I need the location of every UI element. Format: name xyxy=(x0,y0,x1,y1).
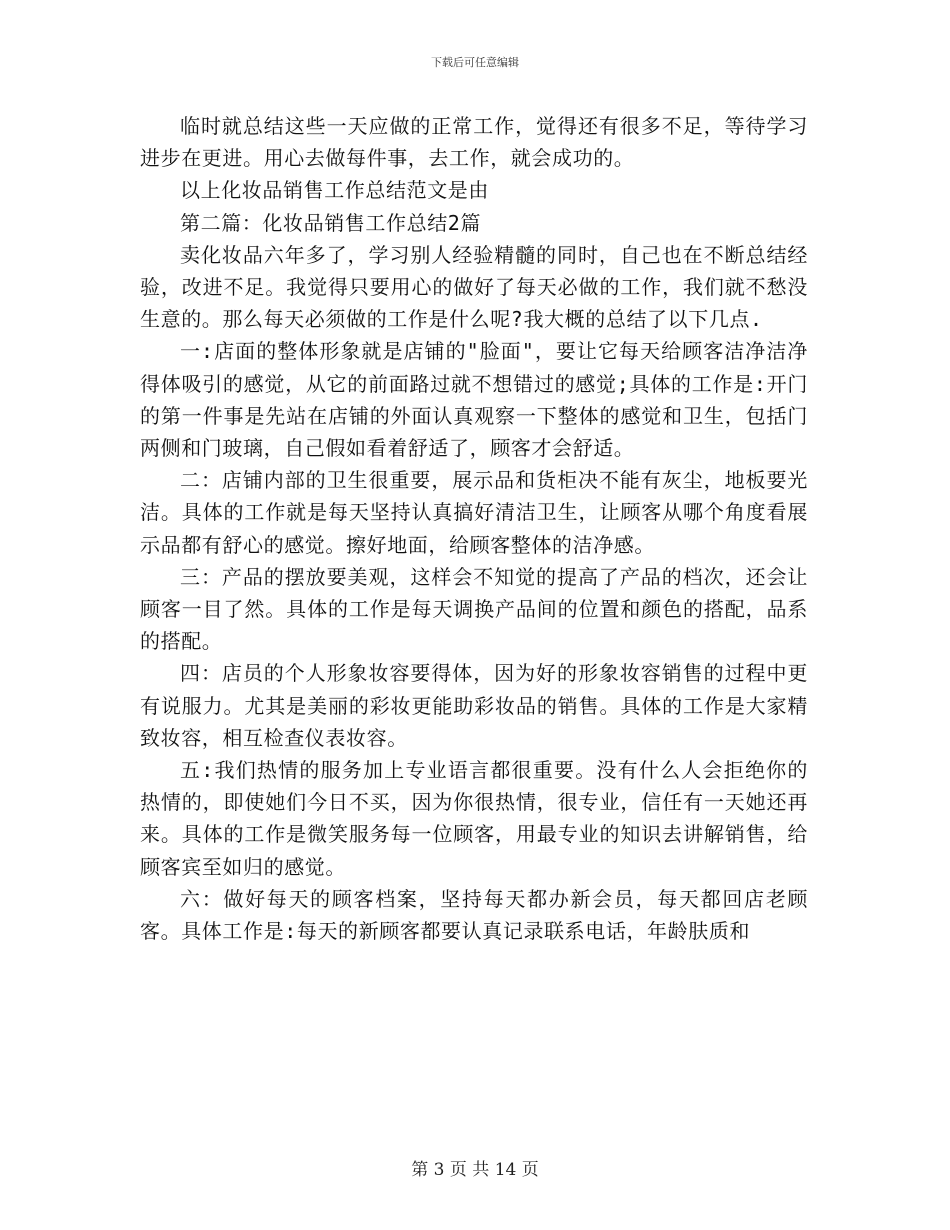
document-body xyxy=(140,110,808,947)
paragraph: 临时就总结这些一天应做的正常工作，觉得还有很多不足，等待学习进步在更进。用心去做每件事，去工作，就会成功的。 xyxy=(140,114,808,171)
paragraph: 二：店铺内部的卫生很重要，展示品和货柜决不能有灰尘，地板要光洁。具体的工作就是每天坚持认真搞好清洁卫生，让顾客从哪个角度看展示品都有舒心的感觉。擦好地面，给顾客整体的洁净感。 xyxy=(140,468,808,557)
paragraph: 三：产品的摆放要美观，这样会不知觉的提高了产品的档次，还会让顾客一目了然。具体的工作是每天调换产品间的位置和颜色的搭配，品系的搭配。 xyxy=(140,564,808,654)
paragraph: 一:店面的整体形象就是店铺的"脸面"，要让它每天给顾客洁净洁净得体吸引的感觉，从它的前面路过就不想错过的感觉;具体的工作是:开门的第一件事是先站在店铺的外面认真观察一下整体的感觉和卫生，包括门两侧和门玻璃，自己假如看着舒适了，顾客才会舒适。 xyxy=(140,339,808,461)
paragraph: 卖化妆品六年多了，学习别人经验精髓的同时，自己也在不断总结经验，改进不足。我觉得只要用心的做好了每天必做的工作，我们就不愁没生意的。那么每天必须做的工作是什么呢?我大概的总结了以下几点. xyxy=(140,242,808,332)
paragraph: 五:我们热情的服务加上专业语言都很重要。没有什么人会拒绝你的热情的，即使她们今日不买，因为你很热情，很专业，信任有一天她还再来。具体的工作是微笑服务每一位顾客，用最专业的知识去讲解销售，给顾客宾至如归的感觉。 xyxy=(140,758,808,879)
page-header: 下载后可任意编辑 xyxy=(431,56,519,69)
paragraph: 四：店员的个人形象妆容要得体，因为好的形象妆容销售的过程中更有说服力。尤其是美丽的彩妆更能助彩妆品的销售。具体的工作是大家精致妆容，相互检查仪表妆容。 xyxy=(140,661,808,750)
paragraph: 六：做好每天的顾客档案，坚持每天都办新会员，每天都回店老顾客。具体工作是:每天的新顾客都要认真记录联系电话，年龄肤质和 xyxy=(140,886,808,944)
section-heading: 第二篇：化妆品销售工作总结2篇 xyxy=(180,210,482,235)
page-number: 第 3 页 共 14 页 xyxy=(411,1160,539,1180)
paragraph: 以上化妆品销售工作总结范文是由 xyxy=(180,178,489,203)
